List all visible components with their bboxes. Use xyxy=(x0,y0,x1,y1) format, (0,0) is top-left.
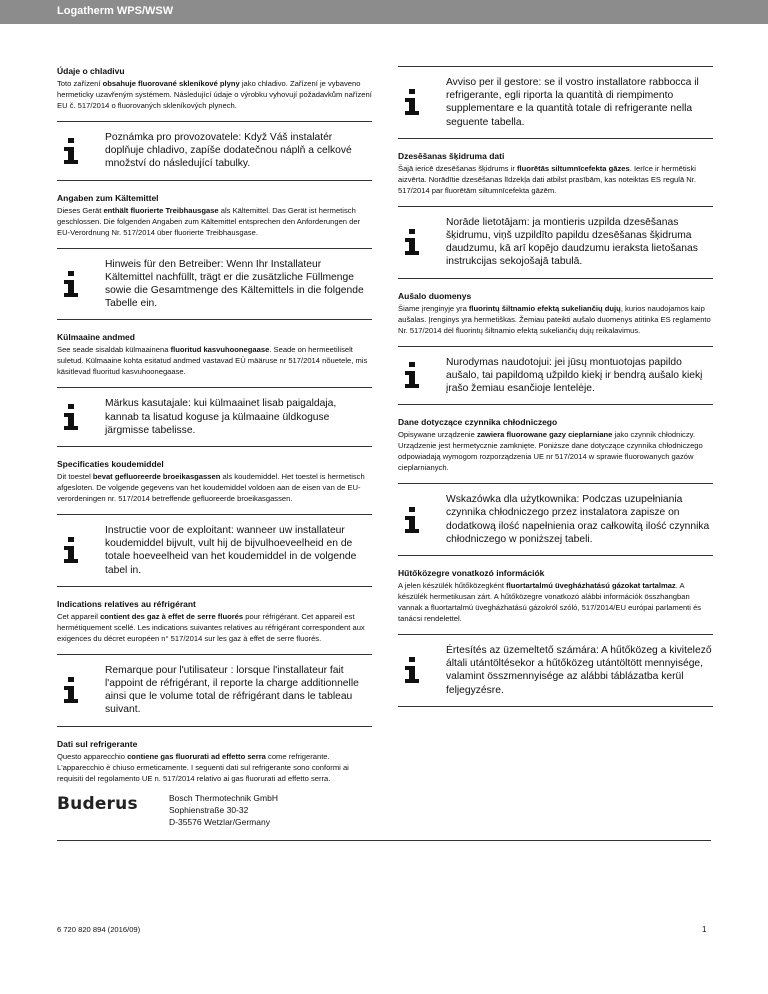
bold-text: fluorintų šiltnamio efektą sukeliančių dujų xyxy=(468,303,621,313)
notice-text: Norāde lietotājam: ja montieris uzpilda dzesēšanas šķidrumu, viņš uzpildīto papildu dzesēšanas šķidruma daudzumu, kā arī kopējo daudzumu ieraksta lietošanas instrukcijas sekojošajā tabulā. xyxy=(446,216,698,268)
company-name: Bosch Thermotechnik GmbH xyxy=(169,793,278,803)
company-address xyxy=(169,792,278,828)
body-text-run: als Kältemittel. Das Gerät ist hermetisch geschlossen. Die folgenden Angaben zum Kältemittel entsprechen den Anforderungen der EU-Verordnung Nr. 517/2014 über fluorierte Treibhausgase. xyxy=(57,205,361,237)
notice-text: Remarque pour l'utilisateur : lorsque l'installateur fait l'appoint de réfrigérant, il reporte la charge additionnelle ainsi que le volume total de réfrigérant dans le tableau suivant. xyxy=(105,664,359,716)
notice-text: Märkus kasutajale: kui külmaainet lisab paigaldaja, kannab ta lisatud koguse ja külmaaine üldkoguse järgmisse tabelisse. xyxy=(105,398,337,436)
body-text-run: Opisywane urządzenie xyxy=(398,430,477,440)
section-body xyxy=(398,303,713,336)
section-body xyxy=(57,78,372,111)
info-icon xyxy=(62,138,82,164)
body-text-run: Cet appareil xyxy=(57,611,101,621)
info-icon xyxy=(403,229,423,255)
bold-text: enthält fluorierte Treibhausgase xyxy=(103,205,219,215)
notice-text: Wskazówka dla użytkownika: Podczas uzupełniania czynnika chłodniczego przez instalatora zapisze on dodatkową ilość napełnienia oraz całkowitą ilość czynnika chłodniczego w poniższej tabeli. xyxy=(446,494,710,545)
section-title: Indications relatives au réfrigérant xyxy=(57,598,196,609)
info-icon xyxy=(403,507,423,533)
body-text-run: Šajā iericē dzesēšanas šķidrums ir xyxy=(398,163,518,173)
body-text-run: Questo apparecchio xyxy=(57,751,128,761)
section-title: Dati sul refrigerante xyxy=(57,738,138,749)
info-notice xyxy=(57,387,372,447)
bold-text: fluoritud kasvuhoonegaase xyxy=(170,345,270,355)
body-text-run: jako czynnik chłodniczy. Urządzenie jest hermetycznie zamknięte. Poniższe dane dotyczące czynnika chłodniczego odpowiadają wymogom rozporządzenia UE nr 517/2014 w sprawie fluorowanych gazów cieplarnianych. xyxy=(398,430,703,473)
document-number: 6 720 820 894 (2016/09) xyxy=(57,925,141,934)
bold-text: fluorētās siltumnīcefekta gāzes xyxy=(517,163,630,173)
info-notice xyxy=(57,514,372,587)
section-body xyxy=(57,205,372,238)
bold-text: bevat gefluoreerde broeikasgassen xyxy=(92,472,221,482)
company-street: Sophienstraße 30-32 xyxy=(169,805,249,815)
body-text-run: . Ierīce ir hermētiski aizvērta. Norādītie dzesēšanas līdzekļa dati atbilst prasībām, kas noteiktas ES regulā Nr. 517/2014 par fluorētām siltumnīcefekta gāzēm. xyxy=(398,163,696,195)
notice-text: Instructie voor de exploitant: wanneer uw installateur koudemiddel bijvult, vult hij de bijvulhoeveelheid en de totale hoeveelheid van het koudemiddel in de volgende tabel in. xyxy=(105,525,357,576)
section-title: Angaben zum Kältemittel xyxy=(57,192,159,203)
body-text-run: pour réfrigérant. Cet appareil est hermétiquement scellé. Les indications suivantes relatives au réfrigérant correspondent aux exigences du décret européen n° 517/2014 sur les gaz à effet de serre fluorés. xyxy=(57,611,365,643)
section-title: Dzesēšanas šķidruma dati xyxy=(398,150,505,161)
info-notice xyxy=(57,121,372,181)
section-title: Aušalo duomenys xyxy=(398,290,472,301)
notice-text: Értesítés az üzemeltető számára: A hűtőközeg a kivitelező általi utántöltésekor a hűtőközeg utántöltött mennyisége, valamint összmennyisége az alábbi táblázatba kerül feljegyzésre. xyxy=(446,645,712,696)
buderus-logo: Buderus xyxy=(57,794,138,814)
info-icon xyxy=(403,89,423,115)
section-body xyxy=(57,471,372,504)
section-body xyxy=(57,611,372,644)
section-title: Dane dotyczące czynnika chłodniczego xyxy=(398,417,558,428)
info-icon xyxy=(62,404,82,430)
info-icon xyxy=(62,271,82,297)
body-text-run: . A készülék hermetikusan zárt. A hűtőközegre vonatkozó alábbi információk összhangban vannak a fluortartalmú üvegházhatású gázokról szóló, 517/2014/EU európai parlamenti és tanácsi rendelettel. xyxy=(398,581,702,624)
notice-text: Avviso per il gestore: se il vostro installatore rabbocca il refrigerante, egli riporta la quantità di riempimento supplementare e la quantità totale di refrigerante nella seguente tabella. xyxy=(446,77,699,128)
info-notice xyxy=(398,66,713,139)
info-notice xyxy=(57,248,372,321)
body-text-run: Toto zařízení xyxy=(57,79,103,88)
footer-divider xyxy=(57,840,711,841)
info-icon xyxy=(403,657,423,683)
body-text-run: , kurios naudojamos kaip aušalas. Įrenginys yra hermetiškas. Žemiau pateikti aušalo duomenys atitinka ES reglamento Nr. 517/2014 dėl fluorintų šiltnamio efektą sukeliančių dujų reikalavimus. xyxy=(398,303,711,335)
section-title: Külmaaine andmed xyxy=(57,332,135,343)
info-icon xyxy=(403,362,423,388)
body-text-run: See seade sisaldab külmaainena xyxy=(57,345,171,355)
page-number: 1 xyxy=(702,925,707,934)
notice-text: Nurodymas naudotojui: jei jūsų montuotojas papildo aušalo, tai papildomą užpildo kiekį ir bendrą aušalo kiekį įrašo žemiau esančioje lentelėje. xyxy=(446,356,703,395)
document-title: Logatherm WPS/WSW xyxy=(57,5,174,17)
info-notice xyxy=(398,634,713,707)
bold-text: zawiera fluorowane gazy cieplarniane xyxy=(476,430,613,440)
body-text-run: A jelen készülék hűtőközegként xyxy=(398,581,507,591)
section-body xyxy=(57,344,372,377)
left-column xyxy=(57,66,372,796)
info-notice xyxy=(398,483,713,556)
body-text-run: Šiame įrenginyje yra xyxy=(398,303,469,313)
section-title: Údaje o chladivu xyxy=(57,66,125,76)
body-text-run: . Seade on hermeetiliselt suletud. Külmaaine kohta esitatud andmed vastavad EÜ määruse nr 517/2014 nõuetele, mis käsitlevad fluoritud kasvuhoonegaase. xyxy=(57,345,368,377)
info-icon xyxy=(62,677,82,703)
notice-text: Hinweis für den Betreiber: Wenn Ihr Installateur Kältemittel nachfüllt, trägt er die zusätzliche Füllmenge sowie die Gesamtmenge des Kältemittels in die folgende Tabelle ein. xyxy=(105,258,364,310)
bold-text: obsahuje fluorované skleníkové plyny xyxy=(102,79,240,88)
info-notice xyxy=(398,346,713,406)
section-title: Hűtőközegre vonatkozó információk xyxy=(398,568,545,579)
header-bar xyxy=(0,0,768,24)
section-body xyxy=(57,751,372,784)
company-city: D-35576 Wetzlar/Germany xyxy=(169,817,270,827)
info-notice xyxy=(398,206,713,279)
right-column xyxy=(398,66,713,719)
body-text-run: Dit toestel xyxy=(57,472,93,482)
notice-text: Poznámka pro provozovatele: Když Váš instalatér doplňuje chladivo, zapíše dodatečnou náplň a celkové množství do následující tabulky. xyxy=(105,132,352,170)
section-title: Specificaties koudemiddel xyxy=(57,459,164,470)
section-body xyxy=(398,163,713,196)
info-icon xyxy=(62,537,82,563)
body-text-run: come refrigerante. L'apparecchio è chiuso ermeticamente. I seguenti dati sul refrigerante sono conformi ai requisiti del regolamento UE n. 517/2014 relativo ai gas fluorurati ad effetto serra. xyxy=(57,751,349,783)
body-text-run: jako chladivo. Zařízení je vybaveno hermeticky uzavřeným systémem. Následující údaje o výrobku vyhovují požadavkům nařízení EU č. 517/2014 o fluorovaných skleníkových plynech. xyxy=(57,79,372,110)
section-body xyxy=(398,429,713,473)
bold-text: contient des gaz à effet de serre fluorés xyxy=(100,611,244,621)
bold-text: fluortartalmú üvegházhatású gázokat tartalmaz xyxy=(506,581,676,591)
bold-text: contiene gas fluorurati ad effetto serra xyxy=(127,751,266,761)
body-text-run: Dieses Gerät xyxy=(57,205,104,215)
section-body xyxy=(398,580,713,624)
info-notice xyxy=(57,654,372,727)
body-text-run: als koudemiddel. Het toestel is hermetisch afgesloten. De volgende gegevens van het koudemiddel voldoen aan de eisen van de EU-verordeningen nr. 517/2014 betreffende gefluoreerde broeikasgassen. xyxy=(57,472,365,504)
